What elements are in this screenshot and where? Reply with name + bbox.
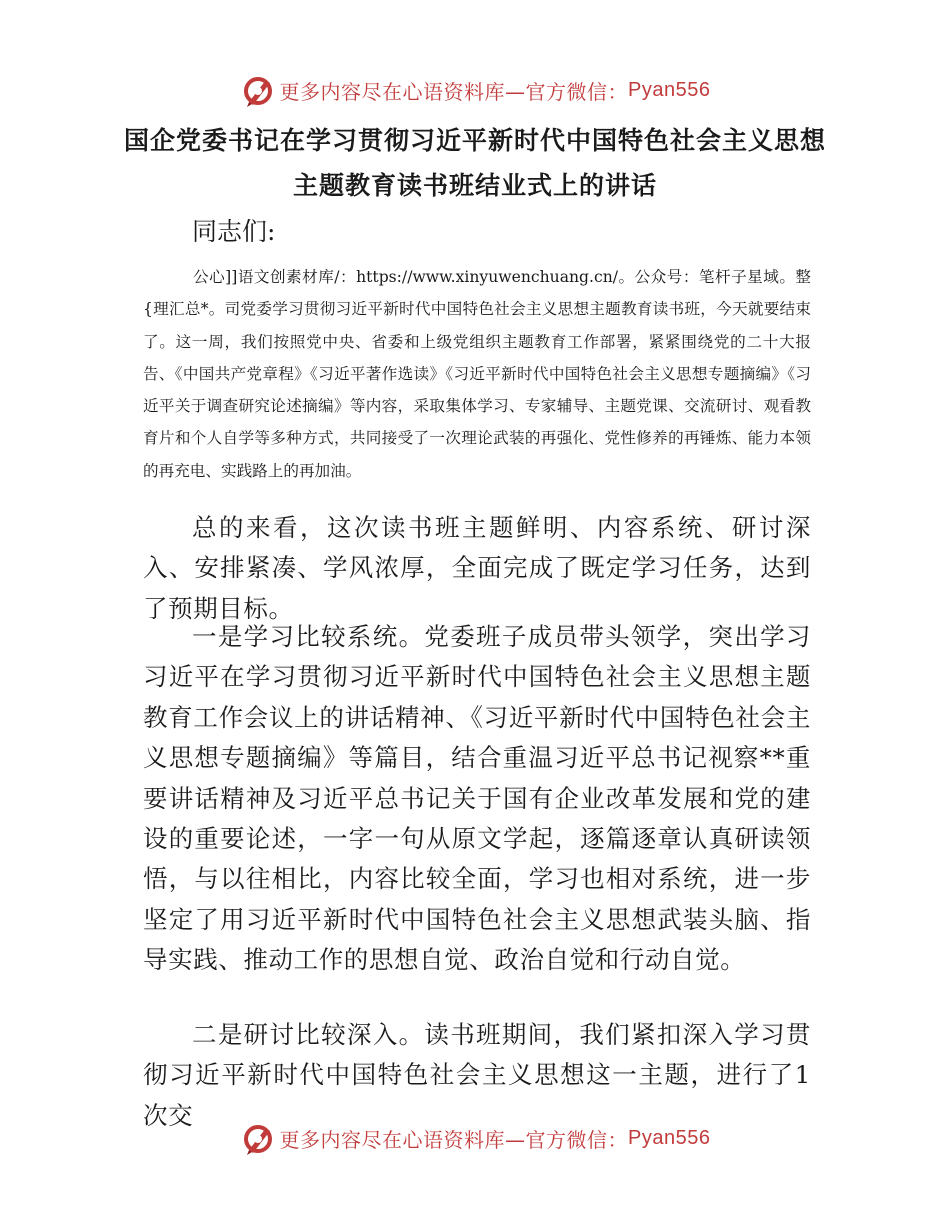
title-line-2: 主题教育读书班结业式上的讲话	[292, 171, 657, 200]
pen-logo-icon	[240, 1120, 276, 1156]
banner-text: 更多内容尽在心语资料库—官方微信：	[279, 1127, 629, 1152]
document-title	[120, 118, 830, 208]
paragraph-discussion: 二是研讨比较深入。读书班期间，我们紧扣深入学习贯彻习近平新时代中国特色社会主义思想这一主题，进行了1次交	[143, 1020, 811, 1130]
paragraph-study-systematic: 一是学习比较系统。党委班子成员带头领学，突出学习习近平在学习贯彻习近平新时代中国特色社会主义思想主题教育工作会议上的讲话精神、《习近平新时代中国特色社会主义思想专题摘编》等篇目，结合重温习近平总书记视察**重要讲话精神及习近平总书记关于国有企业改革发展和党的建设的重要论述，一字一句从原文学起，逐篇逐章认真研读领悟，与以往相比，内容比较全面，学习也相对系统，进一步坚定了用习近平新时代中国特色社会主义思想武装头脑、指导实践、推动工作的思想自觉、政治自觉和行动自觉。	[143, 622, 811, 975]
greeting: 同志们:	[192, 217, 276, 246]
wechat-id: Pyan556	[628, 78, 711, 101]
intro-paragraph: 公心]]语文创素材库/：https://www.xinyuwenchuang.cn/。公众号：笔杆子星域。整{理汇总*。司党委学习贯彻习近平新时代中国特色社会主义思想主题教育读书班，今天就要结束了。这一周，我们按照党中央、省委和上级党组织主题教育工作部署，紧紧围绕党的二十大报告、《中国共产党章程》《习近平著作选读》《习近平新时代中国特色社会主义思想专题摘编》《习近平关于调查研究论述摘编》等内容，采取集体学习、专家辅导、主题党课、交流研讨、观看教育片和个人自学等多种方式，共同接受了一次理论武装的再强化、党性修养的再锤炼、能力本领的再充电、实践路上的再加油。	[143, 268, 811, 480]
footer-banner	[0, 1118, 950, 1158]
pen-logo-icon	[240, 72, 276, 108]
banner-text: 更多内容尽在心语资料库—官方微信：	[279, 79, 629, 104]
header-banner	[0, 70, 950, 110]
paragraph-summary: 总的来看，这次读书班主题鲜明、内容系统、研讨深入、安排紧凑、学风浓厚，全面完成了既定学习任务，达到了预期目标。	[143, 513, 811, 623]
wechat-id: Pyan556	[628, 1126, 711, 1149]
title-line-1: 国企党委书记在学习贯彻习近平新时代中国特色社会主义思想	[123, 126, 826, 155]
